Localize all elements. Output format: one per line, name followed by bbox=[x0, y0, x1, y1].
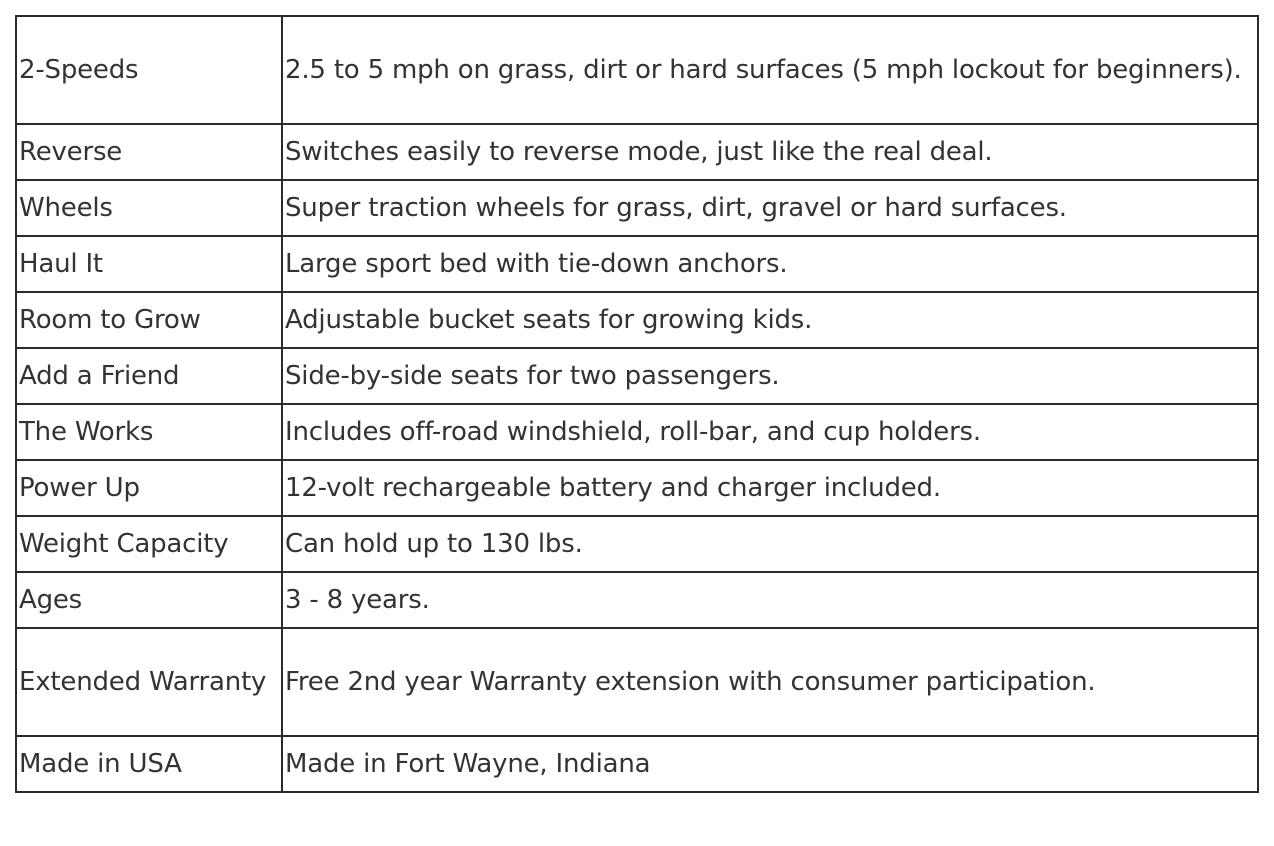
table-row bbox=[16, 516, 1258, 572]
product-spec-table bbox=[15, 15, 1259, 793]
table-row bbox=[16, 572, 1258, 628]
spec-value: Side-by-side seats for two passengers. bbox=[282, 348, 1258, 404]
spec-label: 2-Speeds bbox=[16, 16, 282, 124]
spec-value: Large sport bed with tie-down anchors. bbox=[282, 236, 1258, 292]
table-row bbox=[16, 348, 1258, 404]
table-row bbox=[16, 124, 1258, 180]
spec-label: Add a Friend bbox=[16, 348, 282, 404]
table-row bbox=[16, 236, 1258, 292]
table-row bbox=[16, 180, 1258, 236]
spec-label: Extended Warranty bbox=[16, 628, 282, 736]
spec-value: 2.5 to 5 mph on grass, dirt or hard surfaces (5 mph lockout for beginners). bbox=[282, 16, 1258, 124]
spec-value: 12-volt rechargeable battery and charger included. bbox=[282, 460, 1258, 516]
table-row bbox=[16, 736, 1258, 792]
table-row bbox=[16, 16, 1258, 124]
spec-label: Room to Grow bbox=[16, 292, 282, 348]
spec-value: Made in Fort Wayne, Indiana bbox=[282, 736, 1258, 792]
spec-label: Haul It bbox=[16, 236, 282, 292]
spec-value: Switches easily to reverse mode, just like the real deal. bbox=[282, 124, 1258, 180]
spec-value: Adjustable bucket seats for growing kids. bbox=[282, 292, 1258, 348]
table-row bbox=[16, 628, 1258, 736]
spec-label: Made in USA bbox=[16, 736, 282, 792]
spec-label: Weight Capacity bbox=[16, 516, 282, 572]
table-row bbox=[16, 460, 1258, 516]
table-row bbox=[16, 292, 1258, 348]
spec-label: Reverse bbox=[16, 124, 282, 180]
spec-label: The Works bbox=[16, 404, 282, 460]
table-row bbox=[16, 404, 1258, 460]
spec-value: Can hold up to 130 lbs. bbox=[282, 516, 1258, 572]
spec-value: Super traction wheels for grass, dirt, gravel or hard surfaces. bbox=[282, 180, 1258, 236]
spec-value: Includes off-road windshield, roll-bar, and cup holders. bbox=[282, 404, 1258, 460]
spec-label: Wheels bbox=[16, 180, 282, 236]
spec-label: Power Up bbox=[16, 460, 282, 516]
spec-value: Free 2nd year Warranty extension with consumer participation. bbox=[282, 628, 1258, 736]
spec-value: 3 - 8 years. bbox=[282, 572, 1258, 628]
spec-label: Ages bbox=[16, 572, 282, 628]
